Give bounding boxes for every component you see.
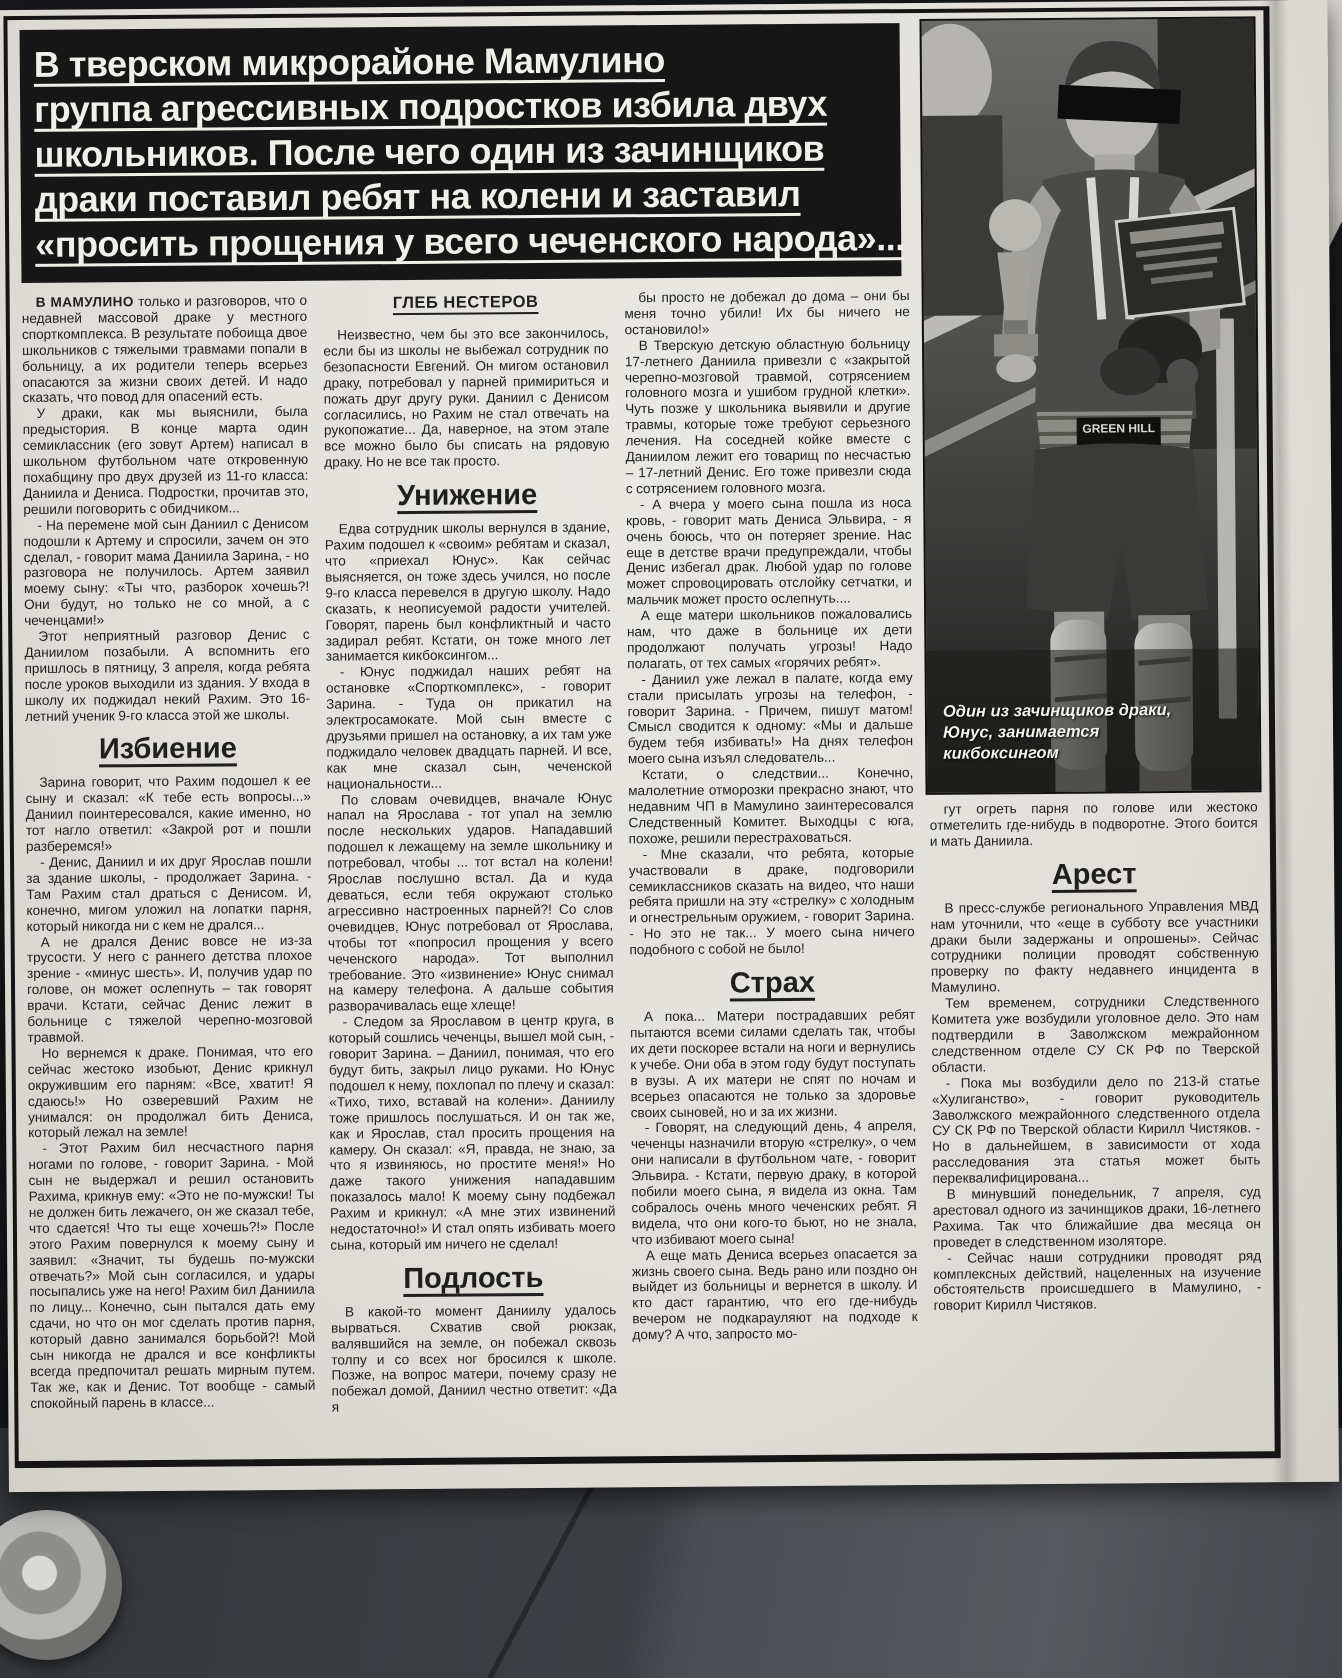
paragraph: В МАМУЛИНО только и разговоров, что о недавней массовой драке у местного спорткомплекса. В результате побоища двое школьников с тяжелыми травмами попали в больницу, а их родители теперь всерьез опасаются за жизни своих детей. И надо сказать, что повод для опасений есть. <box>21 292 308 406</box>
caption-line: кикбоксингом <box>943 743 1059 763</box>
paragraph: - Следом за Ярославом в центр круга, в который сошлись чеченцы, вышел мой сын, - говорит Зарина. – Даниил, понимая, что его будут бить, закрыл лицо руками. Но Юнус подошел к нему, похлопал по плечу и сказал: «Тихо, тихо, вставай на колени». Даниилу тоже пришлось послушаться. И он так же, как и Ярослав, стал просить прощения на камеру. Он сказал: «Я, правда, не знаю, за что я извиняюсь, но простите меня!» Но даже такого унижения нападавшим показалось мало! К моему сыну подбежал Рахим и крикнул: «А мне этих извинений недостаточно!» И стал опять избивать моего сына, который им ничего не сделал! <box>328 1012 616 1253</box>
paragraph: А еще матери школьников пожаловались нам, что даже в больнице их дети продолжают получать угрозы! Надо полагать, от тех самых «горячих ребят». <box>626 606 913 672</box>
paragraph: Тем временем, сотрудники Следственного Комитета уже возбудили уголовное дело. Это нам подтвердили в Заволжском межрайонном следственном отделе СУ СК РФ по Тверской области. <box>931 993 1260 1075</box>
shorts-brand-label: GREEN HILL <box>1082 421 1156 436</box>
section-heading: Избиение <box>98 732 237 766</box>
paragraph: А не дрался Денис вовсе не из-за трусости. У него с раннего детства плохое зрение - «минус шесть». И, получив удар по голове, он может ослепнуть – так говорят врачи. Кстати, сейчас Денис лежит в больнице с тяжелой черепно-мозговой травмой. <box>26 932 313 1045</box>
paragraph: В какой-то момент Даниилу удалось вырваться. Схватив свой рюкзак, валявшийся на земле, он побежал сквозь толпу и со всех ног бросился к школе. Позже, на вопрос матери, почему сразу не побежал домой, Даниил честно ответит: «Да я <box>330 1302 617 1415</box>
article-column-1 <box>22 293 316 1418</box>
paragraph: В пресс-службе регионального Управления МВД нам уточнили, что «еще в субботу все участники драки были задержаны и опрошены». Сейчас сотрудники полиции проводят собственную проверку по факту недавнего инцидента в Мамулино. <box>930 898 1259 996</box>
paragraph: - Говорят, на следующий день, 4 апреля, чеченцы назначили вторую «стрелку», о чем они написали в футбольном чате, - говорит Эльвира. - Кстати, первую драку, в которой побили моего сына, я видела из окна. Там собралось очень много чеченских ребят. Я видела, что они кого-то бьют, но не знала, что избивают моего сына! <box>630 1118 917 1248</box>
paragraph: Но вернемся к драке. Понимая, что его сейчас жестоко изобьют, Денис крикнул окружившим его парням: «Все, хватит! Я сдаюсь!» Но озверевший Рахим не унимался: он продолжал бить Дениса, который лежал на земле! <box>27 1043 314 1141</box>
paragraph: По словам очевидцев, вначале Юнус напал на Ярослава - тот упал на землю после нескольких ударов. Нападавший подошел к лежащему на земле школьнику и потребовал, чтобы ... тот встал на колени! Ярослав послушно встал. Да и куда деваться, если тебя окружают столько агрессивно настроенных парней?! Со слов очевидцев, Юнус потребовал от Ярослава, чтобы тот «попросил прощения у всего чеченского народа». Тот выполнил требование. Это «извинение» Юнус снимал на камеру телефона. А дальше события разворачивалась еще хлеще! <box>326 789 614 1014</box>
paragraph: А еще мать Дениса всерьез опасается за жизнь своего сына. Ведь рано или поздно он выйдет из больницы и вернется в школу. И кто даст гарантию, что его где-нибудь вечером не подкарауляют на подходе к дому? А что, запросто мо- <box>631 1245 918 1343</box>
paragraph: Зарина говорит, что Рахим подошел к ее сыну и сказал: «К тебе есть вопросы...» Даниил поинтересовался, какие именно, но тот нагло ответил: «Закрой рот и пошли разберемся!» <box>25 773 312 855</box>
section-heading: Арест <box>1051 857 1137 891</box>
headline-line: драки поставил ребят на колени и заставил <box>34 172 801 220</box>
paragraph: Кстати, о следствии... Конечно, малолетние отморозки прекрасно знают, что недавним ЧП в Мамулино заинтересовался Следственный Комитет. Выходцы с юга, похоже, решили перестраховаться. <box>628 765 914 847</box>
paragraph: Неизвестно, чем бы это все закончилось, если бы из школы не выбежал сотрудник по безопасности Евгений. Он мигом остановил драку, потребовал у парней примириться и пожать друг другу руки. Даниил с Денисом согласились, но Рахим не стал отвечать на рукопожатие... Да, наверное, на этом этапе все можно было бы списать на рядовую драку. Но не все так просто. <box>323 325 610 470</box>
paragraph: В Тверскую детскую областную больницу 17-летнего Даниила привезли с «закрытой черепно-мозговой травмой, сотрясением головного мозга и ушибом грудной клетки». Чуть позже у школьника выявили и другие травмы, которые тоже требуют серьезного лечения. На соседней койке вместе с Даниилом лежит его товарищ по несчастью – 17-летний Денис. Его тоже привезли сюда с сотрясением головного мозга. <box>624 335 912 497</box>
paragraph: В минувший понедельник, 7 апреля, суд арестовал одного из зачинщиков драки, 16-летнего Рахима. Так что ближайшие два месяца он проведет в следственном изоляторе. <box>932 1184 1261 1250</box>
paragraph: - Даниил уже лежал в палате, когда ему стали присылать угрозы на телефон, - говорит Зарина. - Причем, пишут матом! Смысл сводится к одному: «Мы и дальше будем тебя избивать!» На днях телефон моего сына изъял следователь... <box>627 669 914 767</box>
section-heading: Унижение <box>397 479 538 513</box>
headline-box <box>20 23 905 283</box>
article-frame <box>3 6 1280 1468</box>
headline-line: группа агрессивных подростков избила двух <box>33 82 828 130</box>
paragraph: - На перемене мой сын Даниил с Денисом подошли к Артему и спросили, зачем он это сделал, - говорит мама Даниила Зарина, - но разговора не получилось. Артем заявил моему сыну: «Ты что, разборок хочешь?! Они будут, но только не со мной, а с чеченцами!» <box>23 515 310 629</box>
paragraph: гут огреть парня по голове или жестоко отметелить где-нибудь в подворотне. Этого боится и мать Даниила. <box>929 799 1258 849</box>
headline-line: школьников. После чего один из зачинщиков <box>34 127 825 175</box>
paragraph: - Денис, Даниил и их друг Ярослав пошли за здание школы, - продолжает Зарина. - Там Рахим стал драться с Денисом. И, конечно, мигом уложил на лопатки парня, который никогда ни с кем не дрался... <box>26 852 312 934</box>
paragraph: - Юнус поджидал наших ребят на остановке «Спорткомплекс», - говорит Зарина. - Туда он прикатил на электросамокате. Мой сын вместе с друзьями пришел на остановку, а их там уже поджидало человек двадцать парней. И все, как мне сказал сын, чеченской национальности... <box>325 662 613 792</box>
paragraph: бы просто не добежал до дома – они бы меня точно убили! Их бы ничего не остановило!» <box>624 288 910 338</box>
paragraph: - А вчера у моего сына пошла из носа кровь, - говорит мать Дениса Эльвира, - я очень боюсь, что он потеряет зрение. Нас еще в детстве врачи предупреждали, чтобы Денис избегал драк. Любой удар по голове может спровоцировать отслойку сетчатки, и мальчик может просто ослепнуть.... <box>625 494 912 608</box>
kickboxer-photo-art <box>921 18 1259 793</box>
paragraph: А пока... Матери пострадавших ребят пытаются всеми силами сделать так, чтобы их дети поскорее встали на ноги и вернулись к учебе. Они оба в этом году будут поступать в вузы. А их матери не спят по ночам и всерьез опасаются не только за здоровье своих сыновей, но и за их жизни. <box>630 1007 916 1120</box>
paragraph: - Мне сказали, что ребята, которые участвовали в драке, подговорили семиклассников сказать на видео, что наши ребята пришли на эту «стрелку» с холодным и огнестрельным оружием, - говорит Зарина. - Но это не так... У моего сына ничего подобного с собой не было! <box>628 844 915 958</box>
paragraph: Этот неприятный разговор Денис с Даниилом позабыли. А вспомнить его пришлось в пятницу, 3 апреля, когда ребята после уроков выходили из здания. У входа в школу их поджидал некий Рахим. Это 16-летний ученик 9-го класса этой же школы. <box>24 626 311 724</box>
section-heading: Страх <box>729 966 816 1000</box>
headline-line: «просить прощения у всего чеченского народа»... <box>35 217 905 265</box>
paragraph: - Сейчас наши сотрудники проводят ряд комплексных действий, нацеленных на изучение обстоятельств происшедшего в Мамулино, - говорит Кирилл Чистяков. <box>933 1247 1262 1314</box>
paragraph: - Пока мы возбудили дело по 213-й статье «Хулиганство», - говорит руководитель Заволжского межрайонного следственного отдела СУ СК РФ по Тверской области Кирилл Чистяков. - Но в дальнейшем, в зависимости от хода расследования эта статья может быть переквалифицирована... <box>931 1073 1261 1187</box>
section-heading: Подлость <box>403 1261 544 1295</box>
kickboxer-photo <box>921 18 1259 793</box>
article-column-3 <box>624 288 918 1413</box>
article-column-2 <box>323 290 617 1415</box>
headline-line: В тверском микрорайоне Мамулино <box>33 38 665 85</box>
byline: ГЛЕБ НЕСТЕРОВ <box>392 292 539 313</box>
caption-line: Один из зачинщиков драки, <box>942 700 1172 721</box>
caption-line: Юнус, занимается <box>942 722 1100 742</box>
paragraph: Едва сотрудник школы вернулся в здание, Рахим подошел к «своим» ребятам и сказал, что «приехал Юнус». Как сейчас выясняется, он тоже здесь учился, но после 9-го класса перевелся в другую школу. Надо сказать, к неописуемой радости учителей. Говорят, парень был конфликтный и часто задирал ребят. Кстати, он тоже много лет занимается кикбоксингом... <box>324 519 612 665</box>
paragraph: - Этот Рахим бил несчастного парня ногами по голове, - говорит Зарина. - Мой сын не выдержал и решил остановить Рахима, крикнув ему: «Это не по-мужски! Ты не должен бить лежачего, он же сказал тебе, что сдается! Что ты еще хочешь?!» После этого Рахим повернулся к моему сыну и заявил: «Значит, ты будешь по-мужски отвечать?» Мой сын согласился, и удары посыпались уже на него! Рахим бил Даниила по лицу... Конечно, сын пытался дать ему сдачи, но что он мог сделать против парня, который давно занимался борьбой?! Мой сын никогда не дрался и все конфликты всегда предпочитал решать мирным путем. Так же, как и Денис. Тот вообще - самый спокойный парень в классе... <box>28 1139 316 1411</box>
paragraph: У драки, как мы выяснили, была предыстория. В конце марта один семиклассник (его зовут Артем) написал в школьном футбольном чате откровенную похабщину про двух друзей из 11-го класса: Даниила и Дениса. Подростки, прочитав это, решили поговорить с обидчиком... <box>22 404 309 517</box>
photo-caption <box>943 700 1172 765</box>
